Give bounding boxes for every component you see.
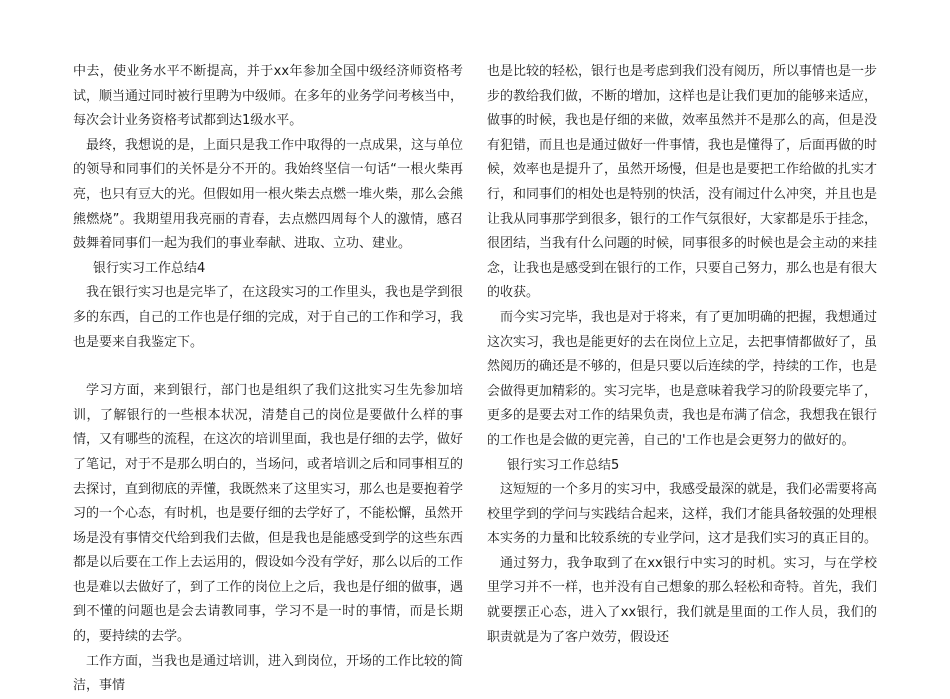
paragraph: 最终，我想说的是，上面只是我工作中取得的一点成果，这与单位的领导和同事们的关怀是分不开的。我始终坚信一句话“一根火柴再亮，也只有豆大的光。但假如用一根火柴去点燃一堆火柴，那么会熊熊燃烧”。我期望用我亮丽的青春，去点燃四周每个人的激情，感召鼓舞着同事们一起为我们的事业奉献、进取、立功、建业。 <box>73 137 464 252</box>
paragraph: 中去，使业务水平不断提高，并于xx年参加全国中级经济师资格考试，顺当通过同时被行里聘为中级师。在多年的业务学问考核当中，每次会计业务资格考试都到达1级水平。 <box>73 64 464 129</box>
blank-line <box>73 355 463 379</box>
paragraph: 也是比较的轻松，银行也是考虑到我们没有阅历，所以事情也是一步步的教给我们做，不断的增加，这样也是让我们更加的能够来适应，做事的时候，我也是仔细的来做，效率虽然并不是那么的高，但是没有犯错，而且也是通过做好一件事情，我也是懂得了，后面再做的时候，效率也是提升了，虽然开场慢，但是也是要把工作给做的扎实才行，和同事们的相处也是特别的快活，没有闹过什么冲突，并且也是让我从同事那学到很多，银行的工作气氛很好，大家都是乐于挂念，很团结，当我有什么问题的时候，同事很多的时候也是会主动的来挂念，让我也是感受到在银行的工作，只要自己努力，那么也是有很大的收获。 <box>487 64 878 301</box>
right-column <box>487 60 877 650</box>
paragraph: 而今实习完毕，我也是对于将来，有了更加明确的把握，我想通过这次实习，我也是能更好的去在岗位上立足，去把事情都做好了，虽然阅历的确还是不够的，但是只要以后连续的学，持续的工作，也是会做得更加精彩的。实习完毕，也是意味着我学习的阶段要完毕了，更多的是要去对工作的结果负责，我也是布满了信念，我想我在银行的工作也是会做的更完善，自己的'工作也是会更努力的做好的。 <box>487 309 878 448</box>
paragraph: 通过努力，我争取到了在xx银行中实习的时机。实习，与在学校里学习并不一样，也并没有自己想象的那么轻松和奇特。首先，我们就要摆正心态，进入了xx银行，我们就是里面的工作人员，我们的职责就是为了客户效劳，假设还 <box>487 555 878 645</box>
paragraph: 这短短的一个多月的实习中，我感受最深的就是，我们必需要将高校里学到的学问与实践结合起来，这样，我们才能具备较强的处理根本实务的力量和比较系统的专业学问，这才是我们实习的真正目的。 <box>487 482 878 547</box>
paragraph: 学习方面，来到银行，部门也是组织了我们这批实习生先参加培训，了解银行的一些根本状况，清楚自己的岗位是要做什么样的事情，又有哪些的流程，在这次的培训里面，我也是仔细的去学，做好了笔记，对于不是那么明白的，当场问，或者培训之后和同事相互的去探讨，直到彻底的弄懂，我既然来了这里实习，那么也是要抱着学习的一个心态，有时机，也是要仔细的去学好了，不能松懈，虽然开场是没有事情交代给到我们去做，但是我也是能感受到学的这些东西都是以后要在工作上去运用的，假设如今没有学好，那么以后的工作也是难以去做好了，到了工作的岗位上之后，我也是仔细的做事，遇到不懂的问题也是会去请教同事，学习不是一时的事情，而是长期的，要持续的去学。 <box>73 383 464 645</box>
section-heading: 银行实习工作总结5 <box>507 457 620 473</box>
paragraph: 工作方面，当我也是通过培训，进入到岗位，开场的工作比较的简洁，事情 <box>73 653 464 694</box>
left-column <box>73 60 463 699</box>
section-heading: 银行实习工作总结4 <box>93 260 206 276</box>
paragraph: 我在银行实习也是完毕了，在这段实习的工作里头，我也是学到很多的东西，自己的工作也是仔细的完成，对于自己的工作和学习，我也是要来自我鉴定下。 <box>73 285 464 350</box>
